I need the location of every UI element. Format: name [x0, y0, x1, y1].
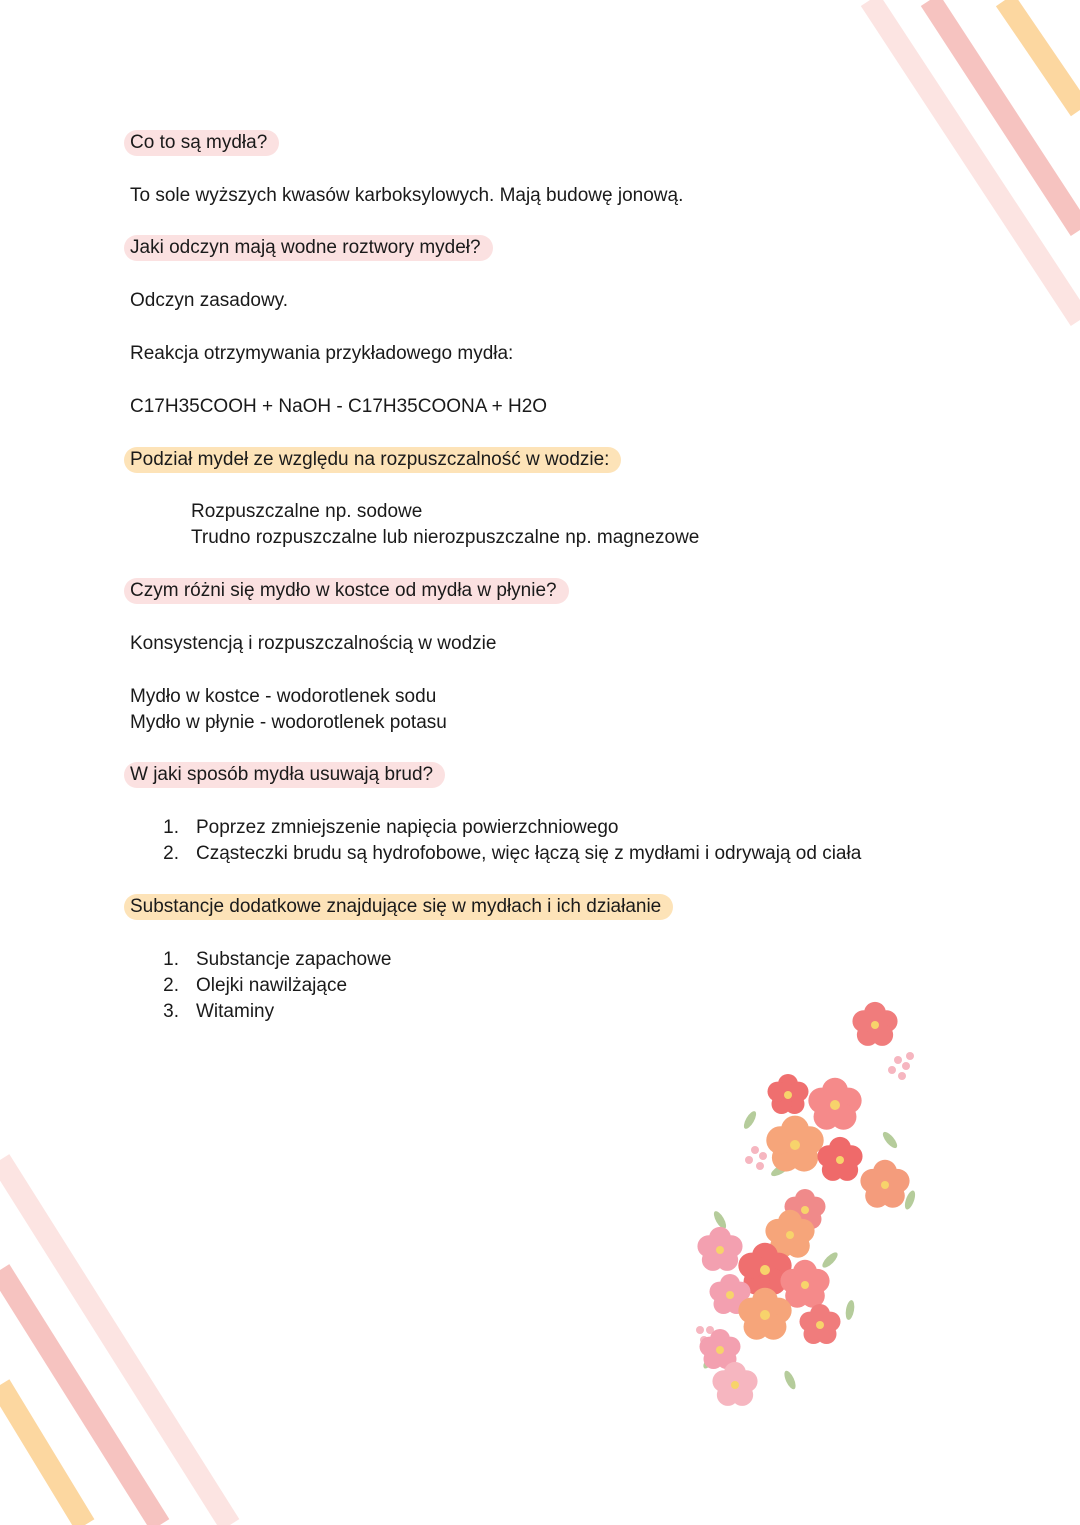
solubility-item: Trudno rozpuszczalne lub nierozpuszczalne np. magnezowe	[191, 527, 700, 548]
list-number: 1.	[163, 817, 179, 838]
list-number: 1.	[163, 949, 179, 970]
list-number: 2.	[163, 975, 179, 996]
list-number: 2.	[163, 843, 179, 864]
heading-bar-vs-liquid: Czym różni się mydło w kostce od mydła w płynie?	[124, 578, 569, 604]
heading-solubility-division: Podział mydeł ze względu na rozpuszczalność w wodzie:	[124, 447, 621, 473]
heading-solution-reaction: Jaki odczyn mają wodne roztwory mydeł?	[124, 235, 493, 261]
list-item: Cząsteczki brudu są hydrofobowe, więc łączą się z mydłami i odrywają od ciała	[196, 843, 862, 864]
stripe-top-2	[930, 0, 1080, 230]
reaction-equation: C17H35COOH + NaOH - C17H35COONA + H2O	[130, 396, 548, 417]
list-item: Olejki nawilżające	[196, 975, 348, 996]
stripe-bottom-2	[0, 1270, 160, 1525]
heading-what-are-soaps: Co to są mydła?	[124, 130, 279, 156]
reaction-label: Reakcja otrzymywania przykładowego mydła:	[130, 343, 514, 364]
stripe-bottom-3	[0, 1385, 85, 1525]
stripe-bottom-1	[0, 1160, 230, 1525]
stripe-top-3	[1005, 0, 1080, 110]
list-item: Substancje zapachowe	[196, 949, 392, 970]
heading-additives: Substancje dodatkowe znajdujące się w mydłach i ich działanie	[124, 894, 673, 920]
list-item: Poprzez zmniejszenie napięcia powierzchniowego	[196, 817, 619, 838]
liquid-soap-line: Mydło w płynie - wodorotlenek potasu	[130, 712, 447, 733]
heading-dirt-removal: W jaki sposób mydła usuwają brud?	[124, 762, 445, 788]
floral-bouquet-icon	[680, 1000, 950, 1420]
list-number: 3.	[163, 1001, 179, 1022]
solubility-item: Rozpuszczalne np. sodowe	[191, 501, 423, 522]
bar-soap-line: Mydło w kostce - wodorotlenek sodu	[130, 686, 437, 707]
stripe-top-1	[870, 0, 1080, 320]
answer-bar-vs-liquid: Konsystencją i rozpuszczalnością w wodzie	[130, 633, 497, 654]
list-item: Witaminy	[196, 1001, 275, 1022]
answer-what-are-soaps: To sole wyższych kwasów karboksylowych. Mają budowę jonową.	[130, 185, 684, 206]
answer-solution-reaction: Odczyn zasadowy.	[130, 290, 289, 311]
